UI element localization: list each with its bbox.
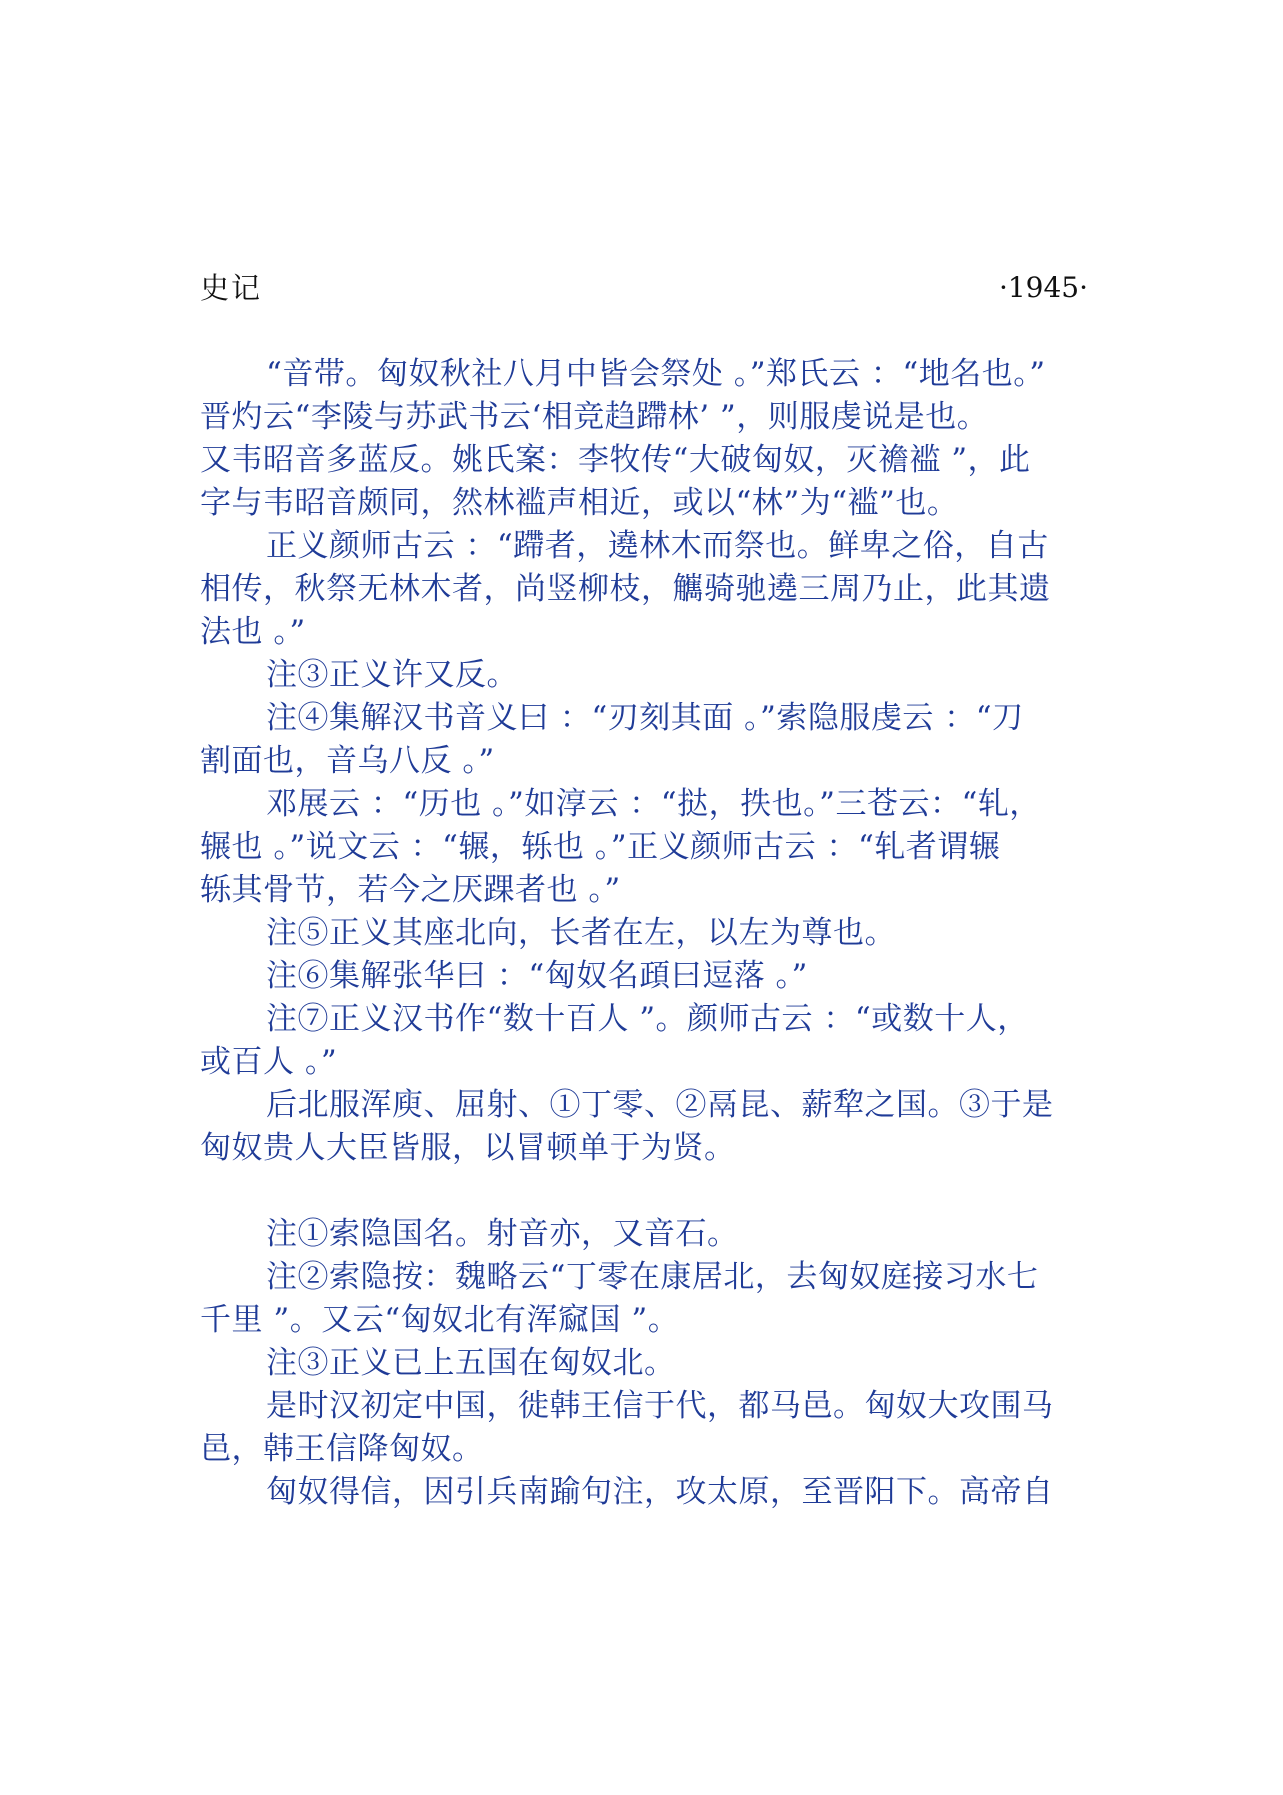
text-line: 邑，韩王信降匈奴。	[200, 1431, 484, 1467]
text-line: 字与韦昭音颇同，然林褴声相近，或以“林”为“褴”也。	[200, 485, 959, 521]
text-line: 割面也，音乌八反 。”	[200, 743, 495, 779]
text-line: 邓展云 ：“历也 。”如淳云 ：“挞，抶也。”三苍云：“轧，	[266, 786, 1041, 822]
text-line: 匈奴得信，因引兵南踰句注，攻太原，至晋阳下。高帝自	[266, 1474, 1054, 1510]
text-line: 正义颜师古云 ：“蹛者，遶林木而祭也。鲜卑之俗，自古	[266, 528, 1049, 564]
text-line: 又韦昭音多蓝反。姚氏案：李牧传“大破匈奴，灭襜褴 ”，此	[200, 442, 1031, 478]
text-line: 注③正义许又反。	[266, 657, 518, 693]
text-line: 注④集解汉书音义曰 ：“刃刻其面 。”索隐服虔云 ：“刀	[266, 700, 1024, 736]
text-line: 注③正义已上五国在匈奴北。	[266, 1345, 676, 1381]
text-line: 是时汉初定中国，徙韩王信于代，都马邑。匈奴大攻围马	[266, 1388, 1054, 1424]
page-number: ·1945·	[998, 271, 1088, 304]
text-line: “音带。匈奴秋社八月中皆会祭处 。”郑氏云 ：“地名也。”	[266, 356, 1046, 392]
text-line: 相传，秋祭无林木者，尚竖柳枝，觽骑驰遶三周乃止，此其遗	[200, 571, 1051, 607]
text-line: 注②索隐按：魏略云“丁零在康居北，去匈奴庭接习水七	[266, 1259, 1039, 1295]
text-line: 匈奴贵人大臣皆服，以冒顿单于为贤。	[200, 1130, 736, 1166]
text-line: 注⑥集解张华曰 ：“匈奴名頙曰逗落 。”	[266, 958, 808, 994]
text-line: 注⑦正义汉书作“数十百人 ”。颜师古云 ：“或数十人，	[266, 1001, 1029, 1037]
text-line: 晋灼云“李陵与苏武书云‘相竞趋蹛林’ ”，则服虔说是也。	[200, 399, 989, 435]
page-body	[200, 353, 1095, 1514]
text-line: 辗也 。”说文云 ：“辗，轹也 。”正义颜师古云 ：“轧者谓辗	[200, 829, 1001, 865]
book-title: 史记	[200, 271, 263, 305]
text-line: 法也 。”	[200, 614, 306, 650]
text-line: 注⑤正义其座北向，长者在左，以左为尊也。	[266, 915, 896, 951]
text-line: 后北服浑庾、屈射、①丁零、②鬲昆、薪犂之国。③于是	[266, 1087, 1054, 1123]
text-line: 千里 ”。又云“匈奴北有浑窳国 ”。	[200, 1302, 680, 1338]
text-line: 轹其骨节，若今之厌踝者也 。”	[200, 872, 621, 908]
paragraph-gap	[200, 1170, 1095, 1213]
text-line: 注①索隐国名。射音亦，又音石。	[266, 1216, 739, 1252]
text-line: 或百人 。”	[200, 1044, 338, 1080]
